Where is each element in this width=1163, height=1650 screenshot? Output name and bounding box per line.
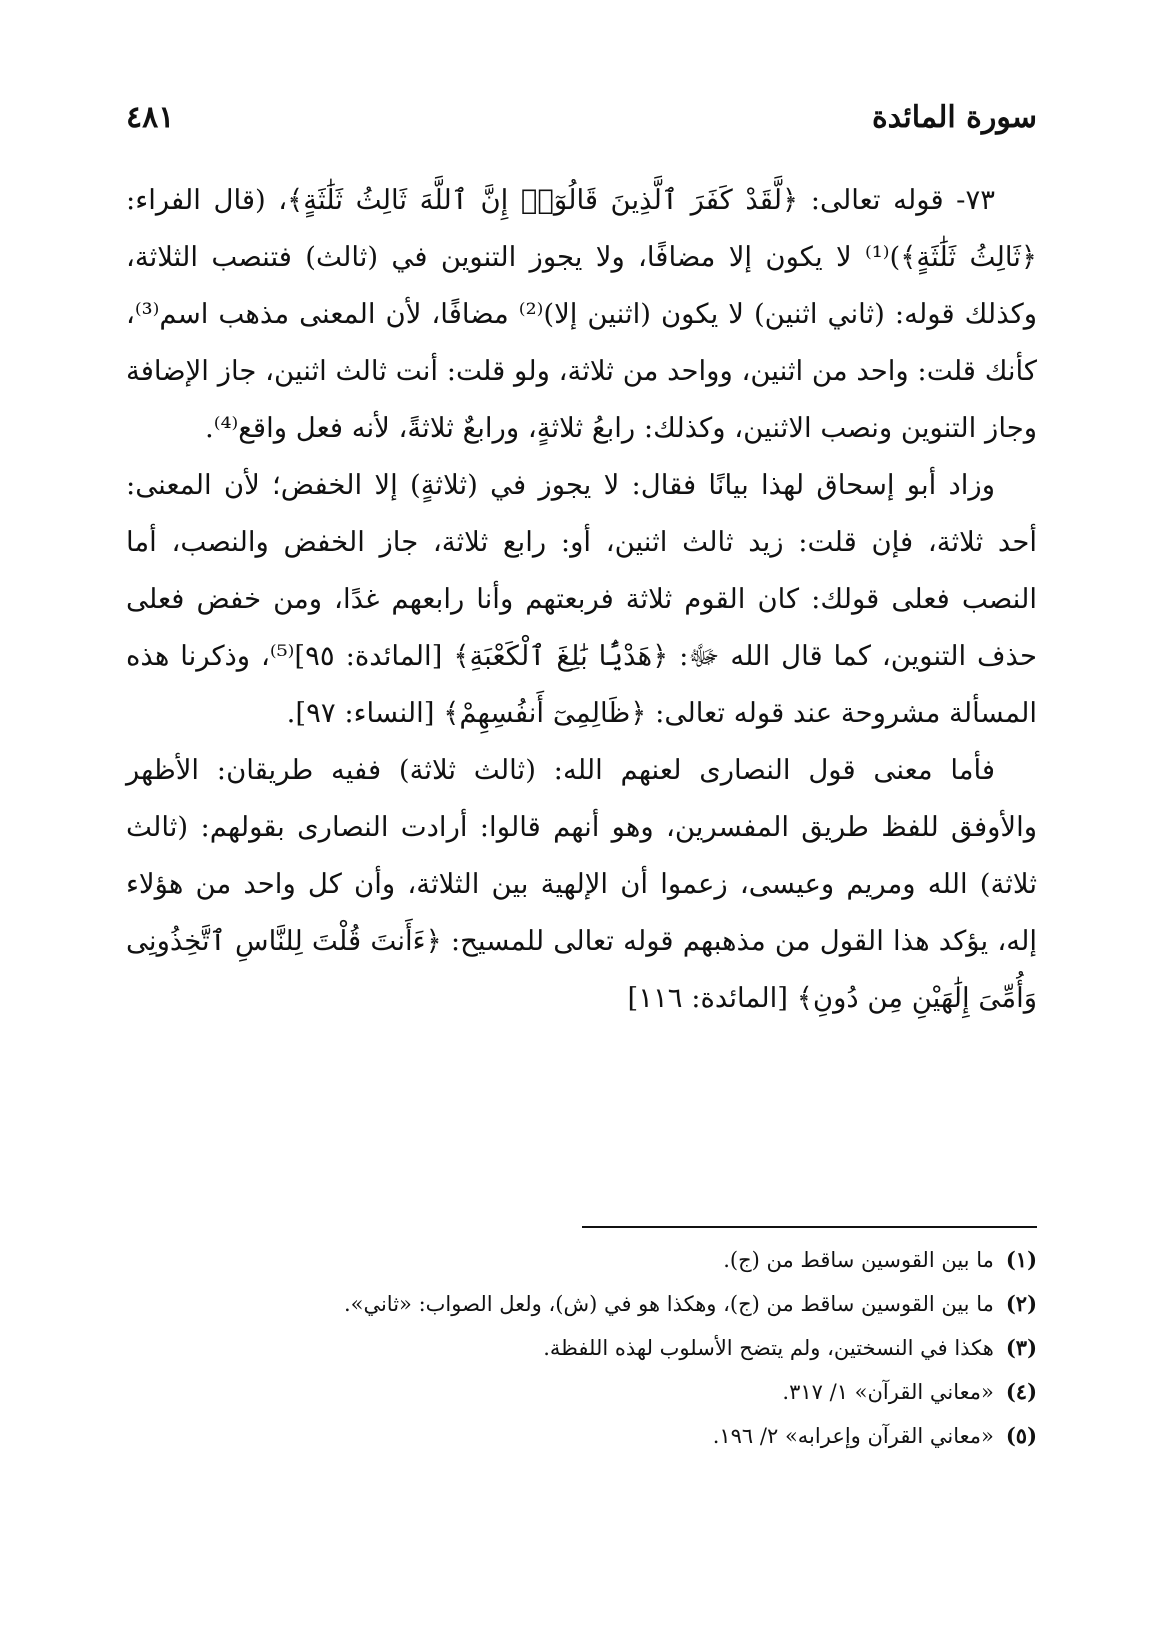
footnote xyxy=(126,1282,1037,1326)
footnote-text: هكذا في النسختين، ولم يتضح الأسلوب لهذه اللفظة. xyxy=(543,1336,994,1360)
footnote-number: (١) xyxy=(1005,1247,1037,1272)
footnotes xyxy=(126,1238,1037,1458)
paragraph: فأما معنى قول النصارى لعنهم الله: (ثالث ثلاثة) ففيه طريقان: الأظهر والأوفق للفظ طريق المفسرين، وهو أنهم قالوا: أرادت النصارى بقولهم: (ثالث ثلاثة) الله ومريم وعيسى، زعموا أن الإلهية بين الثلاثة، وأن كل واحد من هؤلاء إله، يؤكد هذا القول من مذهبهم قوله تعالى للمسيح: ﴿ءَأَنتَ قُلْتَ لِلنَّاسِ ٱتَّخِذُونِى وَأُمِّىَ إِلَٰهَيْنِ مِن دُونِ﴾ [المائدة: ١١٦] xyxy=(126,754,1037,1014)
footnote xyxy=(126,1370,1037,1414)
footnote-number: (٤) xyxy=(1005,1379,1037,1404)
footnote xyxy=(126,1238,1037,1282)
footnote-number: (٣) xyxy=(1005,1335,1037,1360)
main-text xyxy=(126,172,1037,1027)
page-number: ٤٨١ xyxy=(126,100,175,135)
footnote-text: «معاني القرآن وإعرابه» ٢/ ١٩٦. xyxy=(712,1424,994,1448)
paragraph: ٧٣- قوله تعالى: ﴿لَّقَدْ كَفَرَ ٱلَّذِينَ قَالُوٓا۟ إِنَّ ٱللَّهَ ثَالِثُ ثَلَٰثَةٍ﴾، (قال الفراء: ﴿ثَالِثُ ثَلَٰثَةٍ﴾)⁽¹⁾ لا يكون إلا مضافًا، ولا يجوز التنوين في (ثالث) فتنصب الثلاثة، وكذلك قوله: (ثاني اثنين) لا يكون (اثنين إلا)⁽²⁾ مضافًا، لأن المعنى مذهب اسم⁽³⁾، كأنك قلت: واحد من اثنين، وواحد من ثلاثة، ولو قلت: أنت ثالث اثنين، جاز الإضافة وجاز التنوين ونصب الاثنين، وكذلك: رابعُ ثلاثةٍ، ورابعٌ ثلاثةً، لأنه فعل واقع⁽⁴⁾. xyxy=(126,184,1037,444)
paragraph: وزاد أبو إسحاق لهذا بيانًا فقال: لا يجوز في (ثلاثةٍ) إلا الخفض؛ لأن المعنى: أحد ثلاثة، فإن قلت: زيد ثالث اثنين، أو: رابع ثلاثة، جاز الخفض والنصب، أما النصب فعلى قولك: كان القوم ثلاثة فربعتهم وأنا رابعهم غدًا، ومن خفض فعلى حذف التنوين، كما قال الله ﷻ: ﴿هَدْيًۢا بَٰلِغَ ٱلْكَعْبَةِ﴾ [المائدة: ٩٥]⁽⁵⁾، وذكرنا هذه المسألة مشروحة عند قوله تعالى: ﴿ظَالِمِىٓ أَنفُسِهِمْ﴾ [النساء: ٩٧]. xyxy=(126,469,1037,729)
footnote-text: «معاني القرآن» ١/ ٣١٧. xyxy=(782,1380,994,1404)
footnote-number: (٥) xyxy=(1005,1423,1037,1448)
running-header xyxy=(126,100,1037,144)
footnote-separator xyxy=(582,1226,1037,1228)
footnote-number: (٢) xyxy=(1005,1291,1037,1316)
footnote xyxy=(126,1414,1037,1458)
surah-title: سورة المائدة xyxy=(871,100,1037,135)
footnote-text: ما بين القوسين ساقط من (ج). xyxy=(723,1248,994,1272)
footnote xyxy=(126,1326,1037,1370)
footnote-text: ما بين القوسين ساقط من (ج)، وهكذا هو في (ش)، ولعل الصواب: «ثاني». xyxy=(343,1292,994,1316)
